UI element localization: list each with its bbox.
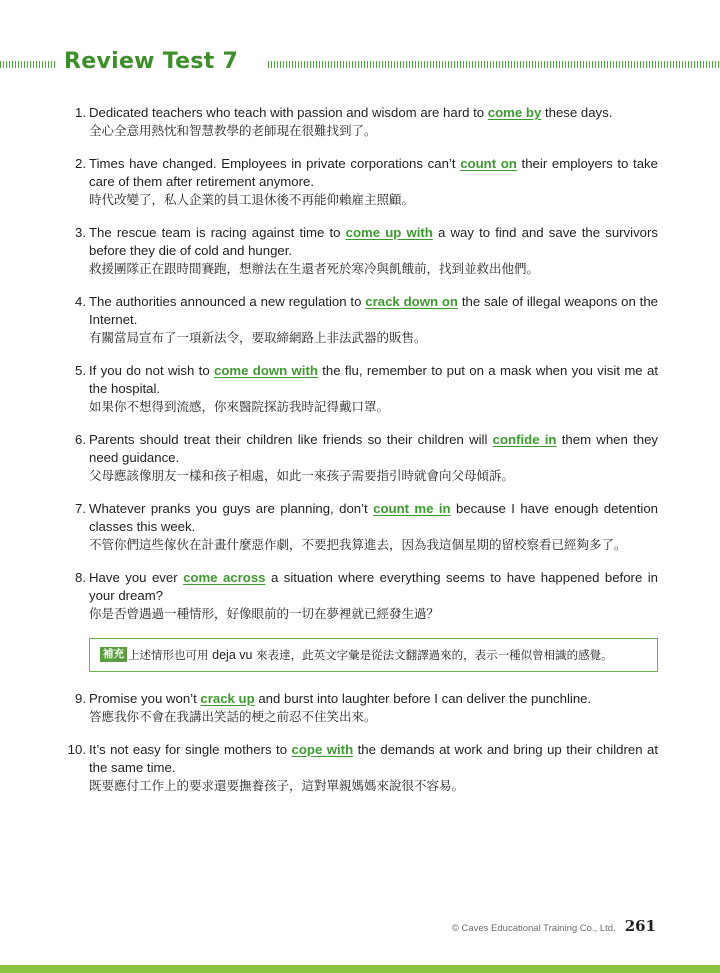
- item-number: 6.: [75, 432, 86, 447]
- chinese-translation: 全心全意用熱忱和智慧教學的老師現在很難找到了。: [89, 123, 377, 138]
- chinese-translation: 你是否曾遇過一種情形，好像眼前的一切在夢裡就已經發生過？: [89, 606, 440, 621]
- supplement-note-box: [89, 638, 658, 672]
- english-sentence: [89, 690, 658, 708]
- phrase-highlight: come across: [183, 570, 266, 585]
- note-text: 上述情形也可用: [128, 648, 213, 662]
- phrase-highlight: come by: [487, 105, 542, 120]
- review-item: [60, 155, 662, 209]
- sentence-text: Whatever pranks you guys are planning, don’t: [89, 501, 374, 516]
- sentence-text: because I have enough detention classes this week.: [89, 501, 662, 534]
- sentence-text: the sale of illegal weapons on the Internet.: [89, 294, 662, 327]
- item-number: 10.: [67, 742, 86, 757]
- phrase-highlight: confide in: [492, 432, 557, 447]
- page-number: 261: [624, 917, 656, 935]
- chinese-translation: 不管你們這些傢伙在計畫什麼惡作劇，不要把我算進去，因為我這個星期的留校察看已經夠多了。: [89, 537, 627, 552]
- item-number: 8.: [75, 570, 86, 585]
- item-number: 9.: [75, 691, 86, 706]
- chinese-translation: 答應我你不會在我講出笑話的梗之前忍不住笑出來。: [89, 709, 377, 724]
- english-sentence: [89, 293, 662, 329]
- phrase-highlight: count me in: [373, 501, 451, 516]
- item-number: 4.: [75, 294, 86, 309]
- review-items: [60, 104, 662, 810]
- sentence-text: The authorities announced a new regulation to: [89, 294, 366, 309]
- sentence-text: and burst into laughter before I can deliver the punchline.: [254, 691, 592, 706]
- phrase-highlight: count on: [460, 156, 517, 171]
- sentence-text: Have you ever: [89, 570, 184, 585]
- english-sentence: [89, 741, 662, 777]
- review-item: [60, 500, 662, 554]
- page-header: [0, 50, 720, 82]
- footer-bar: [0, 965, 720, 973]
- item-number: 2.: [75, 156, 86, 171]
- review-item: [60, 104, 658, 140]
- chinese-translation: 時代改變了，私人企業的員工退休後不再能仰賴雇主照顧。: [89, 192, 415, 207]
- sentence-text: their employers to take care of them after retirement anymore.: [89, 156, 662, 189]
- phrase-highlight: crack down on: [365, 294, 458, 309]
- sentence-text: a way to find and save the survivors before they die of cold and hunger.: [89, 225, 662, 258]
- header-hatch-right: [268, 61, 720, 68]
- english-sentence: [89, 362, 662, 398]
- review-item: [60, 690, 658, 726]
- english-sentence: [89, 431, 662, 467]
- item-number: 7.: [75, 501, 86, 516]
- review-item: [60, 741, 662, 795]
- header-hatch-left: [0, 61, 57, 68]
- sentence-text: Parents should treat their children like friends so their children will: [89, 432, 493, 447]
- sentence-text: Times have changed. Employees in private corporations can’t: [89, 156, 461, 171]
- sentence-text: the demands at work and bring up their children at the same time.: [89, 742, 662, 775]
- copyright-text: © Caves Educational Training Co., Ltd.: [451, 923, 616, 934]
- sentence-text: Dedicated teachers who teach with passion and wisdom are hard to: [89, 105, 488, 120]
- phrase-highlight: come up with: [345, 225, 433, 240]
- review-item: [60, 362, 662, 416]
- phrase-highlight: come down with: [214, 363, 318, 378]
- chinese-translation: 有關當局宣布了一項新法令，要取締網路上非法武器的販售。: [89, 330, 427, 345]
- review-item: [60, 224, 662, 278]
- phrase-highlight: cope with: [291, 742, 354, 757]
- english-sentence: [89, 569, 662, 605]
- chinese-translation: 既要應付工作上的要求還要撫養孩子，這對單親媽媽來說很不容易。: [89, 778, 465, 793]
- sentence-text: the flu, remember to put on a mask when you visit me at the hospital.: [89, 363, 662, 396]
- sentence-text: these days.: [541, 105, 613, 120]
- phrase-highlight: crack up: [200, 691, 255, 706]
- english-sentence: [89, 104, 658, 122]
- item-number: 5.: [75, 363, 86, 378]
- sentence-text: them when they need guidance.: [89, 432, 662, 465]
- sentence-text: If you do not wish to: [89, 363, 214, 378]
- sentence-text: It’s not easy for single mothers to: [89, 742, 292, 757]
- review-item: [60, 431, 662, 485]
- sentence-text: Promise you won’t: [89, 691, 201, 706]
- item-number: 1.: [75, 105, 86, 120]
- page-title: Review Test 7: [64, 49, 239, 74]
- english-sentence: [89, 155, 662, 191]
- review-item: [60, 569, 662, 623]
- english-sentence: [89, 224, 662, 260]
- item-number: 3.: [75, 225, 86, 240]
- supplement-tag: 補充: [100, 647, 127, 662]
- chinese-translation: 父母應該像朋友一樣和孩子相處，如此一來孩子需要指引時就會向父母傾訴。: [89, 468, 515, 483]
- note-term: deja vu: [212, 648, 253, 662]
- sentence-text: The rescue team is racing against time to: [89, 225, 346, 240]
- sentence-text: a situation where everything seems to have happened before in your dream?: [89, 570, 662, 603]
- chinese-translation: 如果你不想得到流感，你來醫院探訪我時記得戴口罩。: [89, 399, 390, 414]
- note-text: 來表達，此英文字彙是從法文翻譯過來的，表示一種似曾相識的感覺。: [252, 648, 613, 662]
- chinese-translation: 救援團隊正在跟時間賽跑，想辦法在生還者死於寒冷與飢餓前，找到並救出他們。: [89, 261, 540, 276]
- page-footer: [452, 917, 656, 935]
- english-sentence: [89, 500, 662, 536]
- review-item: [60, 293, 662, 347]
